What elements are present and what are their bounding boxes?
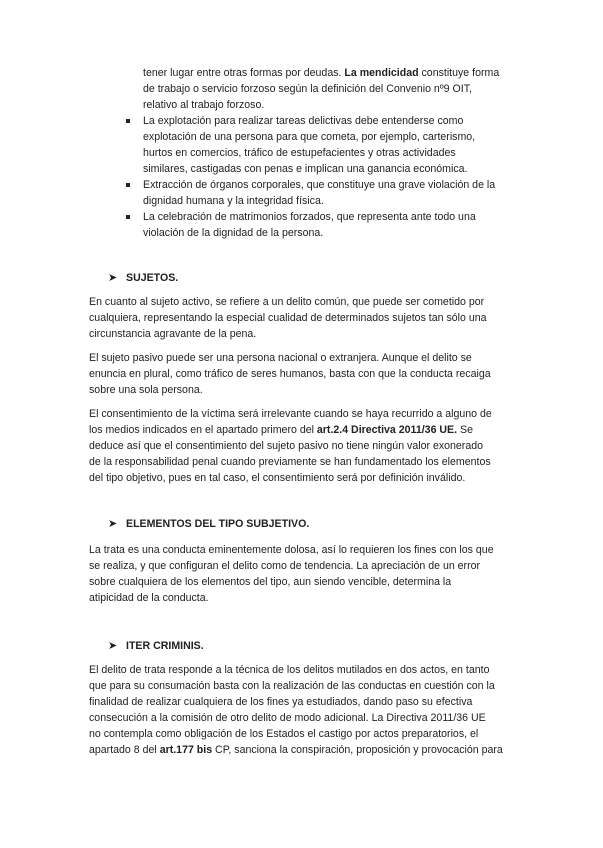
paragraph-line: El consentimiento de la víctima será irrelevante cuando se haya recurrido a alguno de bbox=[89, 408, 492, 420]
paragraph-line: apartado 8 del art.177 bis CP, sanciona la conspiración, proposición y provocación para bbox=[89, 744, 503, 756]
paragraph-line: sobre cualquiera de los elementos del tipo, aun siendo vencible, determina la bbox=[89, 576, 452, 588]
paragraph-line: del tipo objetivo, pues en tal caso, el consentimiento será por definición inválido. bbox=[89, 472, 466, 484]
paragraph-line: sobre una sola persona. bbox=[89, 384, 203, 396]
paragraph-line: La trata es una conducta eminentemente dolosa, así lo requieren los fines con los que bbox=[89, 544, 494, 556]
paragraph-line: cualquiera, representando la especial cualidad de determinados sujetos tan sólo una bbox=[89, 312, 487, 324]
square-bullet-icon bbox=[126, 183, 130, 187]
list-continuation-line: de trabajo o servicio forzoso según la definición del Convenio nº9 OIT, bbox=[143, 83, 472, 95]
section-heading-subjetivo: ELEMENTOS DEL TIPO SUBJETIVO. bbox=[126, 518, 310, 530]
square-bullet-icon bbox=[126, 119, 130, 123]
paragraph-line: no contempla como obligación de los Estados el castigo por actos preparatorios, el bbox=[89, 728, 479, 740]
list-item-line: explotación de una persona para que cometa, por ejemplo, carterismo, bbox=[143, 131, 476, 143]
paragraph-line: que para su consumación basta con la realización de las conductas en cuestión con la bbox=[89, 680, 495, 692]
list-item-line: dignidad humana y la integridad física. bbox=[143, 195, 324, 207]
paragraph-line: finalidad de realizar cualquiera de los fines ya estudiados, dando paso su efectiva bbox=[89, 696, 473, 708]
arrowhead-bullet-icon: ➤ bbox=[108, 640, 118, 652]
paragraph-line: se realiza, y que configuran el delito como de tendencia. La apreciación de un error bbox=[89, 560, 481, 572]
paragraph-line: El delito de trata responde a la técnica de los delitos mutilados en dos actos, en tanto bbox=[89, 664, 490, 676]
list-item-line: La celebración de matrimonios forzados, que representa ante todo una bbox=[143, 211, 476, 223]
paragraph-line: de la responsabilidad penal cuando previamente se han fundamentado los elementos bbox=[89, 456, 491, 468]
arrowhead-bullet-icon: ➤ bbox=[108, 518, 118, 530]
arrowhead-bullet-icon: ➤ bbox=[108, 272, 118, 284]
section-heading-iter: ITER CRIMINIS. bbox=[126, 640, 204, 652]
list-item-line: hurtos en comercios, tráfico de estupefacientes y otras actividades bbox=[143, 147, 456, 159]
paragraph-line: los medios indicados en el apartado primero del art.2.4 Directiva 2011/36 UE. Se bbox=[89, 424, 473, 436]
list-item-line: violación de la dignidad de la persona. bbox=[143, 227, 324, 239]
list-item-line: La explotación para realizar tareas delictivas debe entenderse como bbox=[143, 115, 464, 127]
paragraph-line: deduce así que el consentimiento del sujeto pasivo no tiene ningún valor exonerado bbox=[89, 440, 484, 452]
section-heading-sujetos: SUJETOS. bbox=[126, 272, 179, 284]
list-continuation-line: tener lugar entre otras formas por deudas. La mendicidad constituye forma bbox=[143, 67, 500, 79]
paragraph-line: En cuanto al sujeto activo, se refiere a un delito común, que puede ser cometido por bbox=[89, 296, 485, 308]
list-item-line: Extracción de órganos corporales, que constituye una grave violación de la bbox=[143, 179, 496, 191]
paragraph-line: atipicidad de la conducta. bbox=[89, 592, 209, 604]
list-continuation-line: relativo al trabajo forzoso. bbox=[143, 99, 265, 111]
paragraph-line: circunstancia agravante de la pena. bbox=[89, 328, 257, 340]
list-item-line: similares, castigadas con penas e implican una ganancia económica. bbox=[143, 163, 468, 175]
paragraph-line: El sujeto pasivo puede ser una persona nacional o extranjera. Aunque el delito se bbox=[89, 352, 472, 364]
paragraph-line: enuncia en plural, como tráfico de seres humanos, basta con que la conducta recaiga bbox=[89, 368, 491, 380]
paragraph-line: consecución a la comisión de otro delito de modo adicional. La Directiva 2011/36 UE bbox=[89, 712, 486, 724]
square-bullet-icon bbox=[126, 215, 130, 219]
